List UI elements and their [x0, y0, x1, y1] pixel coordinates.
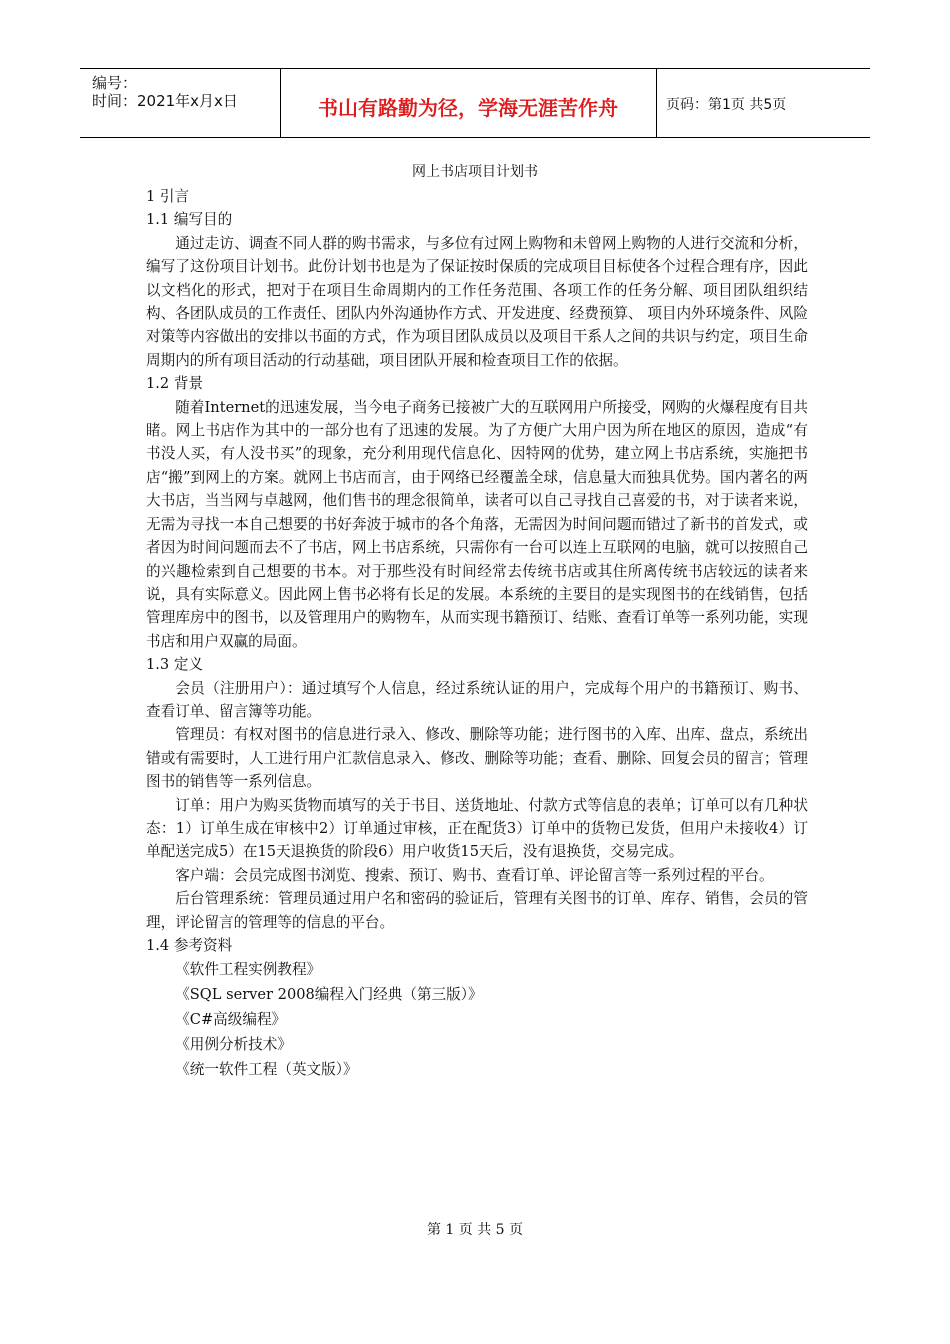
- reference-item: 《用例分析技术》: [175, 1036, 292, 1054]
- reference-item: 《统一软件工程（英文版）》: [175, 1061, 358, 1079]
- header-page-cell: [656, 69, 870, 137]
- paragraph: 通过走访、调查不同人群的购书需求，与多位有过网上购物和未曾网上购物的人进行交流和分析，编写了这份项目计划书。此份计划书也是为了保证按时保质的完成项目目标使各个过程合理有序，因此以文档化的形式，把对于在项目生命周期内的工作任务范围、各项工作的任务分解、项目团队组织结构、各团队成员的工作责任、团队内外沟通协作方式、开发进度、经费预算、 项目内外环境条件、风险对策等内容做出的安排以书面的方式，作为项目团队成员以及项目干系人之间的共识与约定，项目生命周期内的所有项目活动的行动基础，项目团队开展和检查项目工作的依据。: [146, 234, 808, 369]
- document-title: 网上书店项目计划书: [412, 164, 538, 180]
- header-motto: 书山有路勤为径，学海无涯苦作舟: [318, 96, 618, 120]
- header-page-info: 页码：第1页 共5页: [666, 97, 787, 113]
- section-heading: 1.3 定义: [146, 656, 204, 674]
- document-body: [146, 185, 808, 1082]
- section-heading: 1.4 参考资料: [146, 937, 233, 954]
- reference-item: 《SQL server 2008编程入门经典（第三版）》: [175, 986, 483, 1004]
- header-meta: [80, 69, 281, 137]
- section-heading: 1.1 编写目的: [146, 211, 233, 229]
- definition-order: 订单：用户为购买货物而填写的关于书目、送货地址、付款方式等信息的表单；订单可以有几种状态：1）订单生成在审核中2）订单通过审核，正在配货3）订单中的货物已发货，但用户未接收4）订单配送完成5）在15天退换货的阶段6）用户收货15天后，没有退换货，交易完成。: [146, 796, 808, 861]
- section-heading: 1 引言: [146, 188, 190, 205]
- page-header: [80, 68, 870, 138]
- page-footer: 第 1 页 共 5 页: [426, 1222, 524, 1238]
- doc-date-label: 时间：2021年x月x日: [92, 92, 238, 110]
- definition-backend: 后台管理系统：管理员通过用户名和密码的验证后，管理有关图书的订单、库存、销售，会员的管理，评论留言的管理等的信息的平台。: [146, 890, 808, 931]
- reference-item: 《C#高级编程》: [175, 1011, 287, 1029]
- definition-client: 客户端：会员完成图书浏览、搜索、预订、购书、查看订单、评论留言等一系列过程的平台。: [175, 866, 774, 884]
- reference-item: 《软件工程实例教程》: [175, 961, 322, 979]
- paragraph: 随着Internet的迅速发展，当今电子商务已接被广大的互联网用户所接受，网购的火爆程度有目共睹。网上书店作为其中的一部分也有了迅速的发展。为了方便广大用户因为所在地区的原因，造成“有书没人买，有人没书买”的现象，充分利用现代信息化、因特网的优势，建立网上书店系统，实施把书店“搬”到网上的方案。就网上书店而言，由于网络已经覆盖全球，信息量大而独具优势。国内著名的两大书店，当当网与卓越网，他们售书的理念很简单，读者可以自己寻找自己喜爱的书，对于读者来说，无需为寻找一本自己想要的书好奔波于城市的各个角落，无需因为时间问题而错过了新书的首发式，或者因为时间问题而去不了书店，网上书店系统，只需你有一台可以连上互联网的电脑，就可以按照自己的兴趣检索到自己想要的书本。对于那些没有时间经常去传统书店或其住所离传统书店较远的读者来说，具有实际意义。因此网上售书必将有长足的发展。本系统的主要目的是实现图书的在线销售，包括管理库房中的图书，以及管理用户的购物车，从而实现书籍预订、结账、查看订单等一系列功能，实现书店和用户双赢的局面。: [146, 398, 808, 650]
- definition-member: 会员（注册用户）：通过填写个人信息，经过系统认证的用户，完成每个用户的书籍预订、购书、查看订单、留言簿等功能。: [146, 679, 808, 720]
- section-heading: 1.2 背景: [146, 375, 204, 393]
- doc-code-label: 编号：: [92, 74, 138, 92]
- definition-admin: 管理员：有权对图书的信息进行录入、修改、删除等功能；进行图书的入库、出库、盘点，系统出错或有需要时，人工进行用户汇款信息录入、修改、删除等功能；查看、删除、回复会员的留言；管理图书的销售等一系列信息。: [146, 726, 808, 791]
- header-motto-cell: [280, 69, 657, 137]
